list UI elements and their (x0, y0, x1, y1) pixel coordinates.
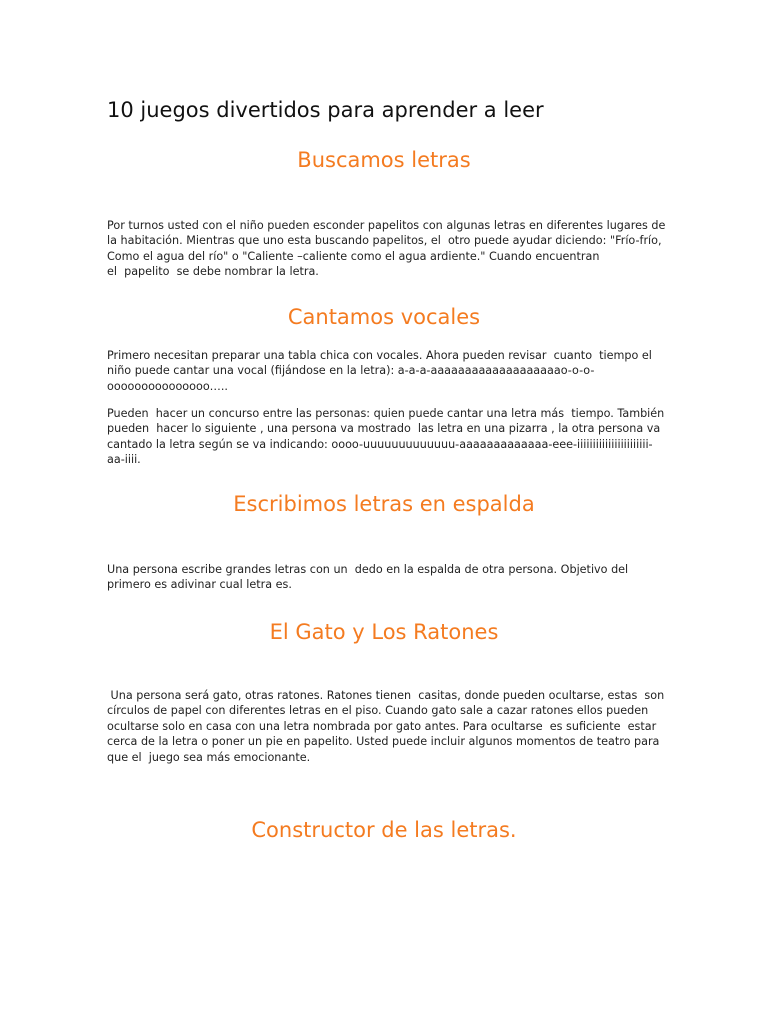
section-paragraph (107, 406, 667, 468)
paragraph-line: Por turnos usted con el niño pueden esconder papelitos con algunas letras en diferentes lugares de (107, 219, 666, 232)
paragraph-line: ocultarse solo en casa con una letra nombrada por gato antes. Para ocultarse es suficiente estar (107, 719, 657, 733)
section-heading-escribimos-letras: Escribimos letras en espalda (233, 492, 535, 516)
paragraph-line: Primero necesitan preparar una tabla chica con vocales. Ahora pueden revisar cuanto tiempo el (107, 349, 652, 362)
paragraph-line: que el juego sea más emocionante. (107, 750, 311, 764)
paragraph-line: aa-iiii. (107, 453, 141, 467)
section-paragraph (107, 688, 667, 765)
paragraph-line: ooooooooooooooo….. (107, 379, 228, 393)
section-heading-buscamos-letras: Buscamos letras (297, 148, 471, 172)
document-title: 10 juegos divertidos para aprender a leer (107, 98, 544, 122)
paragraph-line: Como el agua del río" o "Caliente –caliente como el agua ardiente." Cuando encuentran (107, 249, 600, 263)
paragraph-line: la habitación. Mientras que uno esta buscando papelitos, el otro puede ayudar diciendo: "Frío-frío, (107, 234, 662, 248)
paragraph-line: cerca de la letra o poner un pie en papelito. Usted puede incluir algunos momentos de teatro para (107, 735, 660, 749)
paragraph-line: Una persona escribe grandes letras con un dedo en la espalda de otra persona. Objetivo del (107, 563, 629, 576)
paragraph-line: primero es adivinar cual letra es. (107, 578, 292, 592)
paragraph-line: niño puede cantar una vocal (fijándose en la letra): a-a-a-aaaaaaaaaaaaaaaaaaao-o-o- (107, 364, 595, 378)
section-heading-cantamos-vocales: Cantamos vocales (287, 305, 481, 329)
paragraph-line: el papelito se debe nombrar la letra. (107, 265, 319, 279)
paragraph-line: Una persona será gato, otras ratones. Ratones tienen casitas, donde pueden ocultarse, estas son (107, 689, 665, 702)
section-paragraph (107, 218, 667, 280)
paragraph-line: cantado la letra según se va indicando: oooo-uuuuuuuuuuuuu-aaaaaaaaaaaaa-eee-iiiiiiiiiiiiiiiiiiiiiii- (107, 437, 653, 451)
paragraph-line: círculos de papel con diferentes letras en el piso. Cuando gato sale a cazar ratones ellos pueden (107, 704, 649, 718)
paragraph-line: Pueden hacer un concurso entre las personas: quien puede cantar una letra más tiempo. También (107, 407, 665, 420)
section-heading-el-gato: El Gato y Los Ratones (269, 620, 499, 644)
section-paragraph (107, 348, 667, 394)
section-paragraph (107, 562, 667, 593)
section-heading-constructor: Constructor de las letras. (251, 818, 517, 842)
paragraph-line: pueden hacer lo siguiente , una persona va mostrado las letra en una pizarra , la otra persona va (107, 422, 661, 436)
